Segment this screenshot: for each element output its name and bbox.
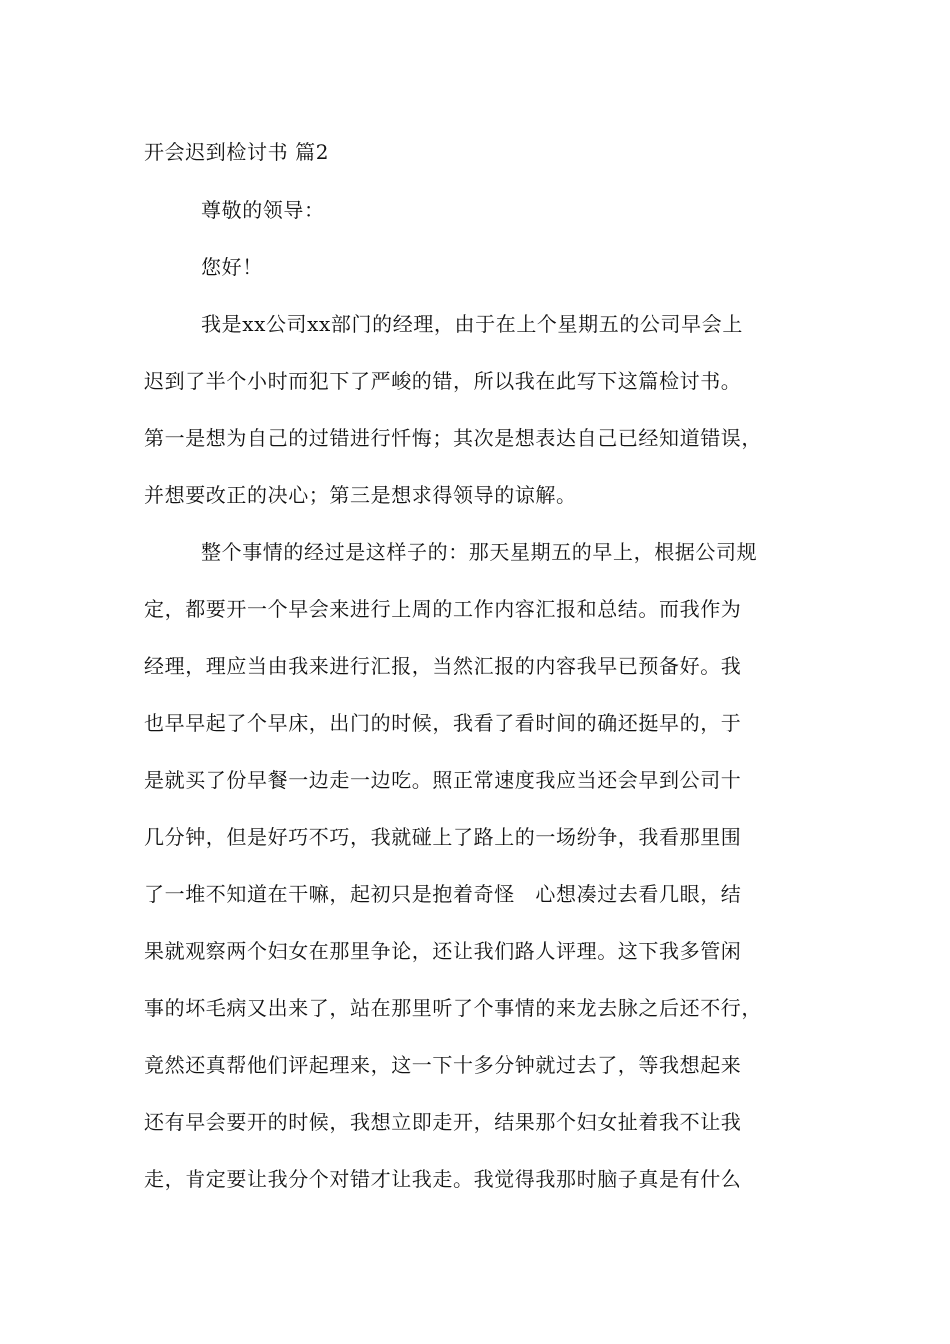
paragraph-line: 竟然还真帮他们评起理来，这一下十多分钟就过去了，等我想起来 <box>144 1053 742 1077</box>
salutation: 尊敬的领导： <box>201 198 325 222</box>
paragraph-line: 也早早起了个早床，出门的时候，我看了看时间的确还挺早的，于 <box>144 711 742 735</box>
document-title: 开会迟到检讨书 篇2 <box>144 140 330 164</box>
paragraph-line: 经理，理应当由我来进行汇报，当然汇报的内容我早已预备好。我 <box>144 654 742 678</box>
paragraph-line: 几分钟，但是好巧不巧，我就碰上了路上的一场纷争，我看那里围 <box>144 825 742 849</box>
paragraph-line: 还有早会要开的时候，我想立即走开，结果那个妇女扯着我不让我 <box>144 1110 742 1134</box>
paragraph-line: 是就买了份早餐一边走一边吃。照正常速度我应当还会早到公司十 <box>144 768 742 792</box>
paragraph-line: 第一是想为自己的过错进行忏悔；其次是想表达自己已经知道错误， <box>144 426 762 450</box>
paragraph-line: 走，肯定要让我分个对错才让我走。我觉得我那时脑子真是有什么 <box>144 1167 742 1191</box>
greeting: 您好！ <box>201 255 263 279</box>
paragraph-line: 了一堆不知道在干嘛，起初只是抱着奇怪 心想凑过去看几眼，结 <box>144 882 742 906</box>
paragraph-line: 整个事情的经过是这样子的：那天星期五的早上，根据公司规 <box>201 540 758 564</box>
paragraph-line: 我是xx公司xx部门的经理，由于在上个星期五的公司早会上 <box>201 312 743 336</box>
paragraph-line: 定，都要开一个早会来进行上周的工作内容汇报和总结。而我作为 <box>144 597 742 621</box>
paragraph-line: 事的坏毛病又出来了，站在那里听了个事情的来龙去脉之后还不行， <box>144 996 762 1020</box>
paragraph-line: 迟到了半个小时而犯下了严峻的错，所以我在此写下这篇检讨书。 <box>144 369 742 393</box>
paragraph-line: 并想要改正的决心；第三是想求得领导的谅解。 <box>144 483 577 507</box>
paragraph-line: 果就观察两个妇女在那里争论，还让我们路人评理。这下我多管闲 <box>144 939 742 963</box>
